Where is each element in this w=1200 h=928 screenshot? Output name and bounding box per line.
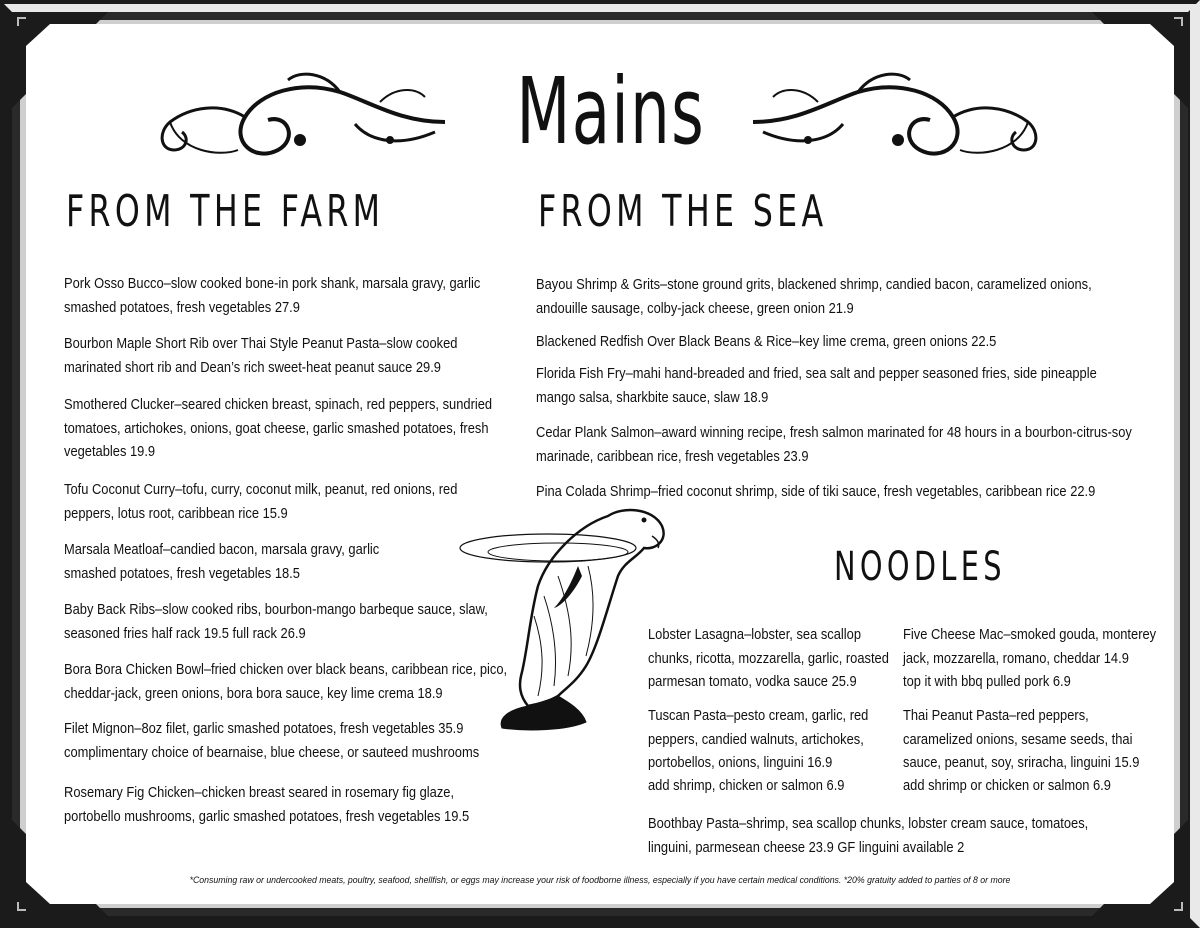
section-title-sea: FROM THE SEA xyxy=(538,186,828,237)
flourish-ornament-icon xyxy=(748,62,1048,172)
section-title-noodles: NOODLES xyxy=(834,544,1006,590)
menu-item: Pina Colada Shrimp–fried coconut shrimp, side of tiki sauce, fresh vegetables, caribbean rice 22.9 xyxy=(536,483,1096,500)
menu-item: Florida Fish Fry–mahi hand-breaded and fried, sea salt and pepper seasoned fries, side pineapple mango salsa, sharkbite sauce, slaw 18.9 xyxy=(536,365,1097,406)
menu-item: Marsala Meatloaf–candied bacon, marsala gravy, garlic smashed potatoes, fresh vegetables 18.5 xyxy=(64,541,380,582)
manatee-illustration-icon xyxy=(458,496,688,736)
menu-item: Filet Mignon–8oz filet, garlic smashed potatoes, fresh vegetables 35.9 xyxy=(64,720,464,737)
menu-item-note: complimentary choice of bearnaise, blue cheese, or sauteed mushrooms xyxy=(64,744,480,761)
menu-item: Cedar Plank Salmon–award winning recipe, fresh salmon marinated for 48 hours in a bourbon-citrus-soy marinade, caribbean rice, fresh vegetables 23.9 xyxy=(536,424,1132,465)
flourish-ornament-icon xyxy=(150,62,450,172)
menu-item: Tuscan Pasta–pesto cream, garlic, red peppers, candied walnuts, artichokes, portobellos, onions, linguini 16.9 xyxy=(648,707,869,771)
menu-item: Lobster Lasagna–lobster, sea scallop chunks, ricotta, mozzarella, garlic, roasted parmesan tomato, vodka sauce 25.9 xyxy=(648,626,889,690)
menu-item: Rosemary Fig Chicken–chicken breast seared in rosemary fig glaze, portobello mushrooms, garlic smashed potatoes, fresh vegetables 19.5 xyxy=(64,784,470,825)
menu-item: Tofu Coconut Curry–tofu, curry, coconut milk, peanut, red onions, red peppers, lotus root, caribbean rice 15.9 xyxy=(64,481,458,522)
menu-item-note: top it with bbq pulled pork 6.9 xyxy=(903,673,1071,690)
menu-item: Blackened Redfish Over Black Beans & Rice–key lime crema, green onions 22.5 xyxy=(536,333,997,350)
menu-item: Boothbay Pasta–shrimp, sea scallop chunks, lobster cream sauce, tomatoes, linguini, parmesean cheese 23.9 GF linguini available 2 xyxy=(648,815,1089,856)
menu-item: Five Cheese Mac–smoked gouda, monterey jack, mozzarella, romano, cheddar 14.9 xyxy=(903,626,1157,667)
menu-item: Thai Peanut Pasta–red peppers, caramelized onions, sesame seeds, thai sauce, peanut, soy, sriracha, linguini 15.9 xyxy=(903,707,1140,771)
menu-item: Pork Osso Bucco–slow cooked bone-in pork shank, marsala gravy, garlic smashed potatoes, fresh vegetables 27.9 xyxy=(64,275,481,316)
menu-item: Smothered Clucker–seared chicken breast, spinach, red peppers, sundried tomatoes, artichokes, onions, goat cheese, garlic smashed potatoes, fresh vegetables 19.9 xyxy=(64,396,493,460)
menu-item-note: add shrimp, chicken or salmon 6.9 xyxy=(648,777,845,794)
section-title-farm: FROM THE FARM xyxy=(66,186,385,237)
page-title: Mains xyxy=(516,58,706,165)
menu-item-note: add shrimp or chicken or salmon 6.9 xyxy=(903,777,1111,794)
menu-item: Bora Bora Chicken Bowl–fried chicken over black beans, caribbean rice, pico, cheddar-jack, green onions, bora bora sauce, key lime crema 18.9 xyxy=(64,661,508,702)
footnote-disclaimer: *Consuming raw or undercooked meats, poultry, seafood, shellfish, or eggs may increase your risk of foodborne illness, especially if you have certain medical conditions. *20% gratuity added to parties of 8 or more xyxy=(189,875,1011,886)
menu-item: Bayou Shrimp & Grits–stone ground grits, blackened shrimp, candied bacon, caramelized onions, andouille sausage, colby-jack cheese, green onion 21.9 xyxy=(536,276,1092,317)
menu-item: Bourbon Maple Short Rib over Thai Style Peanut Pasta–slow cooked marinated short rib and Dean’s rich sweet-heat peanut sauce 29.9 xyxy=(64,335,458,376)
menu-item: Baby Back Ribs–slow cooked ribs, bourbon-mango barbeque sauce, slaw, seasoned fries half rack 19.5 full rack 26.9 xyxy=(64,601,488,642)
